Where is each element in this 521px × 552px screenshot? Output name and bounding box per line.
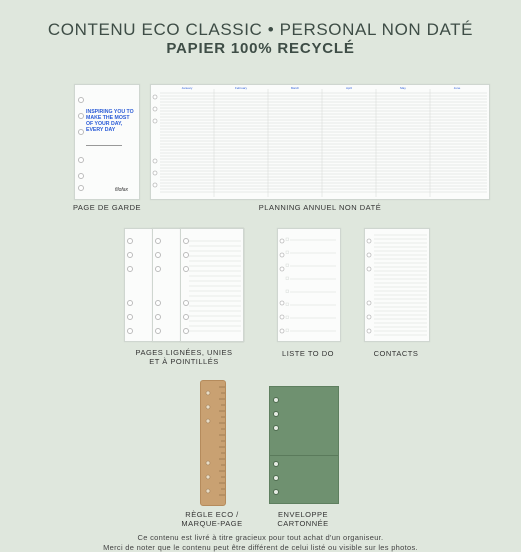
lined-page xyxy=(180,228,244,342)
ring-hole xyxy=(78,157,84,163)
ring-hole xyxy=(127,328,133,334)
ring-hole xyxy=(273,397,279,403)
cover-headline: INSPIRING YOU TO MAKE THE MOST OF YOUR DAY, EVERY DAY xyxy=(86,109,134,133)
ring-hole xyxy=(155,266,161,272)
todo-page xyxy=(277,228,341,342)
ring-hole xyxy=(273,425,279,431)
ring-hole xyxy=(183,300,189,306)
footer-note-line1: Ce contenu est livré à titre gracieux pour tout achat d'un organiseur. xyxy=(137,533,384,542)
ring-hole xyxy=(78,129,84,135)
ring-hole xyxy=(78,173,84,179)
pages-label-line1: PAGES LIGNÉES, UNIES xyxy=(135,348,233,357)
ring-hole xyxy=(183,238,189,244)
cover-brand-logo: filofax xyxy=(115,187,129,193)
planner-label: PLANNING ANNUEL NON DATÉ xyxy=(258,203,382,212)
pages-label-line2: ET À POINTILLÉS xyxy=(149,357,219,366)
ring-hole xyxy=(273,489,279,495)
ruler-label xyxy=(167,510,257,528)
ring-hole xyxy=(127,266,133,272)
contacts-label: CONTACTS xyxy=(373,349,419,358)
planner-month-6: June xyxy=(453,86,461,90)
planner-month-2: February xyxy=(234,86,247,90)
cover-label: PAGE DE GARDE xyxy=(72,203,142,212)
eco-ruler xyxy=(200,380,226,506)
ring-hole xyxy=(155,252,161,258)
page-subtitle: PAPIER 100% RECYCLÉ xyxy=(166,40,355,57)
envelope-label-line1: ENVELOPPE xyxy=(278,510,328,519)
cover-name-line xyxy=(86,145,122,146)
ruler-ticks xyxy=(201,381,225,505)
ring-hole xyxy=(78,113,84,119)
pages-label xyxy=(119,348,249,366)
card-envelope xyxy=(269,386,339,504)
ring-hole xyxy=(183,266,189,272)
footer-note-line2: Merci de noter que le contenu peut être différent de celui listé ou visible sur les photos. xyxy=(103,543,418,552)
contacts-page xyxy=(364,228,430,342)
envelope-pocket-edge xyxy=(270,455,338,456)
ring-hole xyxy=(127,238,133,244)
ring-hole xyxy=(155,328,161,334)
ring-hole xyxy=(183,252,189,258)
ring-hole xyxy=(127,314,133,320)
annual-planner xyxy=(150,84,490,200)
ruler-label-line1: RÈGLE ECO / xyxy=(185,510,239,519)
ring-hole xyxy=(155,300,161,306)
planner-month-5: May xyxy=(400,86,406,90)
todo-lines xyxy=(278,229,340,341)
ring-hole xyxy=(78,185,84,191)
ring-hole xyxy=(155,314,161,320)
ring-hole xyxy=(273,461,279,467)
ring-hole xyxy=(78,97,84,103)
ring-hole xyxy=(127,252,133,258)
page-title: CONTENU ECO CLASSIC • PERSONAL NON DATÉ xyxy=(47,20,474,39)
planner-month-3: March xyxy=(290,86,300,90)
todo-label: LISTE TO DO xyxy=(282,349,334,358)
cover-page xyxy=(74,84,140,200)
ring-hole xyxy=(273,411,279,417)
ring-hole xyxy=(155,238,161,244)
ring-hole xyxy=(127,300,133,306)
planner-grid xyxy=(151,85,489,199)
ring-hole xyxy=(183,314,189,320)
planner-month-4: April xyxy=(345,86,352,90)
ruler-label-line2: MARQUE-PAGE xyxy=(181,519,243,528)
envelope-label-line2: CARTONNÉE xyxy=(277,519,329,528)
pages-stack xyxy=(124,228,244,342)
contacts-lines xyxy=(365,229,429,341)
planner-month-1: January xyxy=(181,86,193,90)
lined-page-lines xyxy=(181,229,243,341)
ring-hole xyxy=(183,328,189,334)
envelope-label xyxy=(258,510,348,528)
ring-hole xyxy=(273,475,279,481)
